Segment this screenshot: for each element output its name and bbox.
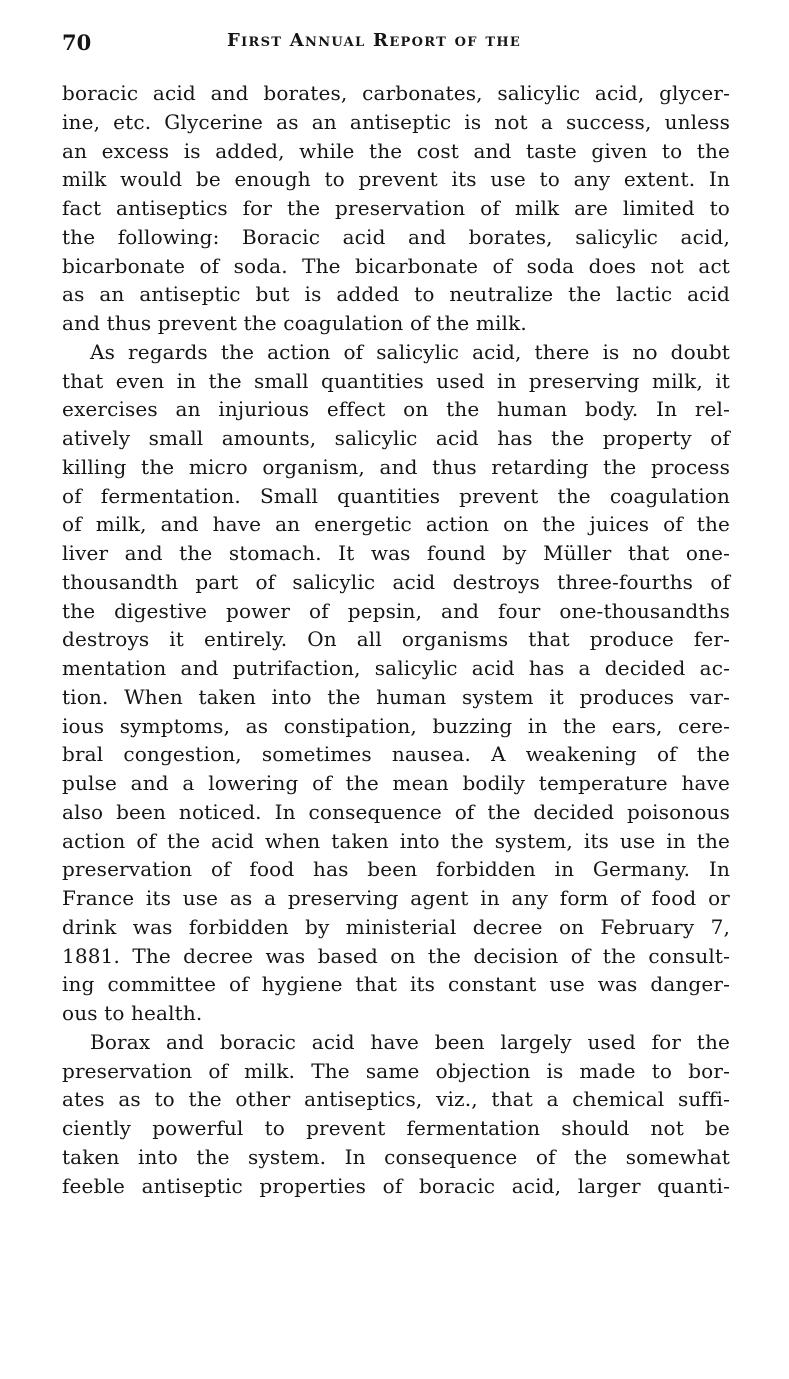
text-line: action of the acid when taken into the system, its use in the [62,828,730,853]
text-line: ing committee of hygiene that its constant use was danger- [62,972,730,997]
text-line: as an antiseptic but is added to neutralize the lactic acid [62,282,730,307]
text-line: thousandth part of salicylic acid destroys three-fourths of [62,569,730,594]
text-line: mentation and putrifaction, salicylic acid has a decided ac- [62,656,730,680]
text-line: pulse and a lowering of the mean bodily temperature have [62,771,730,795]
text-line: the digestive power of pepsin, and four one-thousandths [62,598,730,623]
text-line: also been noticed. In consequence of the decided poisonous [62,799,730,824]
text-line: of fermentation. Small quantities prevent the coagulation [62,483,730,508]
text-line: that even in the small quantities used in preserving milk, it [62,368,730,393]
paragraph [62,338,730,1028]
text-line: ciently powerful to prevent fermentation should not be [62,1116,730,1140]
text-line: ious symptoms, as constipation, buzzing in the ears, cere- [62,713,730,738]
text-line: preservation of food has been forbidden in Germany. In [62,857,730,882]
text-line: the following: Boracic acid and borates, salicylic acid, [62,224,730,249]
text-line: taken into the system. In consequence of the somewhat [62,1144,730,1169]
text-line: 1881. The decree was based on the decision of the consult- [62,943,730,968]
text-line: an excess is added, while the cost and taste given to the [62,138,730,163]
text-line: exercises an injurious effect on the human body. In rel- [62,397,730,422]
text-line: bicarbonate of soda. The bicarbonate of soda does not act [62,253,730,278]
text-line: preservation of milk. The same objection is made to bor- [62,1058,730,1083]
text-line: destroys it entirely. On all organisms that produce fer- [62,627,730,652]
text-line: of milk, and have an energetic action on the juices of the [62,512,730,537]
text-line: milk would be enough to prevent its use to any extent. In [62,167,730,192]
text-line: ous to health. [62,1001,203,1025]
text-line: feeble antiseptic properties of boracic acid, larger quanti- [62,1173,730,1198]
paragraph [62,79,730,338]
text-line: ine, etc. Glycerine as an antiseptic is not a success, unless [62,109,730,134]
running-head: First Annual Report of the [227,30,522,51]
text-line: boracic acid and borates, carbonates, salicylic acid, glycer- [62,81,730,105]
text-line: drink was forbidden by ministerial decree on February 7, [62,914,730,939]
text-line: Borax and boracic acid have been largely used for the [90,1029,730,1054]
page-header [62,30,730,62]
text-line: and thus prevent the coagulation of the milk. [62,311,527,335]
text-line: France its use as a preserving agent in any form of food or [62,886,730,910]
text-line: As regards the action of salicylic acid, there is no doubt [90,339,730,364]
text-line: ates as to the other antiseptics, viz., that a chemical suffi- [62,1087,730,1112]
text-line: tion. When taken into the human system it produces var- [62,684,730,709]
page-number: 70 [62,30,92,55]
text-line: bral congestion, sometimes nausea. A weakening of the [62,742,730,767]
paragraph [62,1028,730,1201]
body-text [62,79,730,1200]
text-line: atively small amounts, salicylic acid has the property of [62,426,730,450]
text-line: liver and the stomach. It was found by Müller that one- [62,541,730,565]
text-line: killing the micro organism, and thus retarding the process [62,454,730,479]
text-line: fact antiseptics for the preservation of milk are limited to [62,196,730,220]
